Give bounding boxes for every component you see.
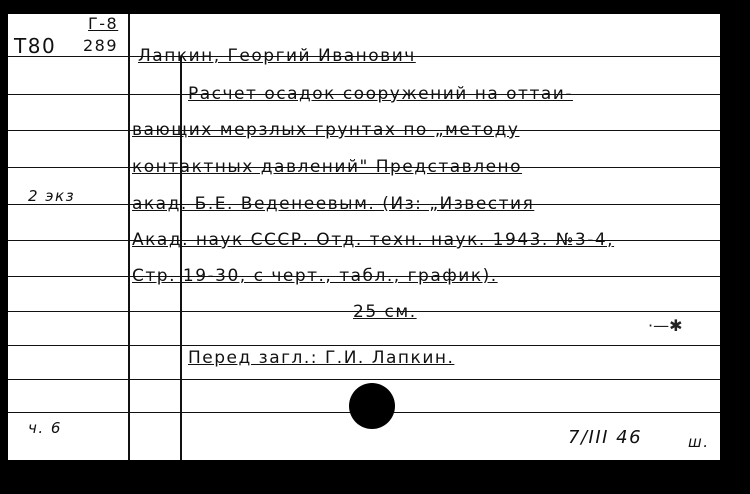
call-number-main: T80 [14,34,57,58]
date-stamp: 7/III 46 [568,427,643,448]
ruled-line [8,345,720,346]
cataloger-initials: ш. [688,433,710,451]
inner-margin-rule [180,56,182,460]
catalog-card [8,14,720,460]
pages-line: Стр. 19-30, с черт., табл., график). [132,266,498,286]
title-line-1: Расчет осадок сооружений на оттаи- [188,84,573,104]
title-line-2: вающих мерзлых грунтах по „методу [132,120,520,140]
copies-note: 2 экз [28,187,76,205]
left-margin-rule [128,14,130,460]
title-line-3: контактных давлений" Представлено [132,157,523,177]
part-note: ч. 6 [28,419,62,437]
size-line: 25 см. [353,302,417,322]
ink-smudge: ·—✱ [648,316,683,335]
author-heading: Лапкин, Георгий Иванович [138,46,416,66]
punch-hole [349,383,395,429]
source-line: Акад. наук СССР. Отд. техн. наук. 1943. №3-4, [132,230,615,250]
call-number-bottom: 289 [83,36,119,55]
call-number-top: Г-8 [88,14,119,33]
note-line: Перед загл.: Г.И. Лапкин. [188,348,455,368]
title-line-4: акад. Б.Е. Веденеевым. (Из: „Известия [132,194,535,214]
ruled-line [8,379,720,380]
